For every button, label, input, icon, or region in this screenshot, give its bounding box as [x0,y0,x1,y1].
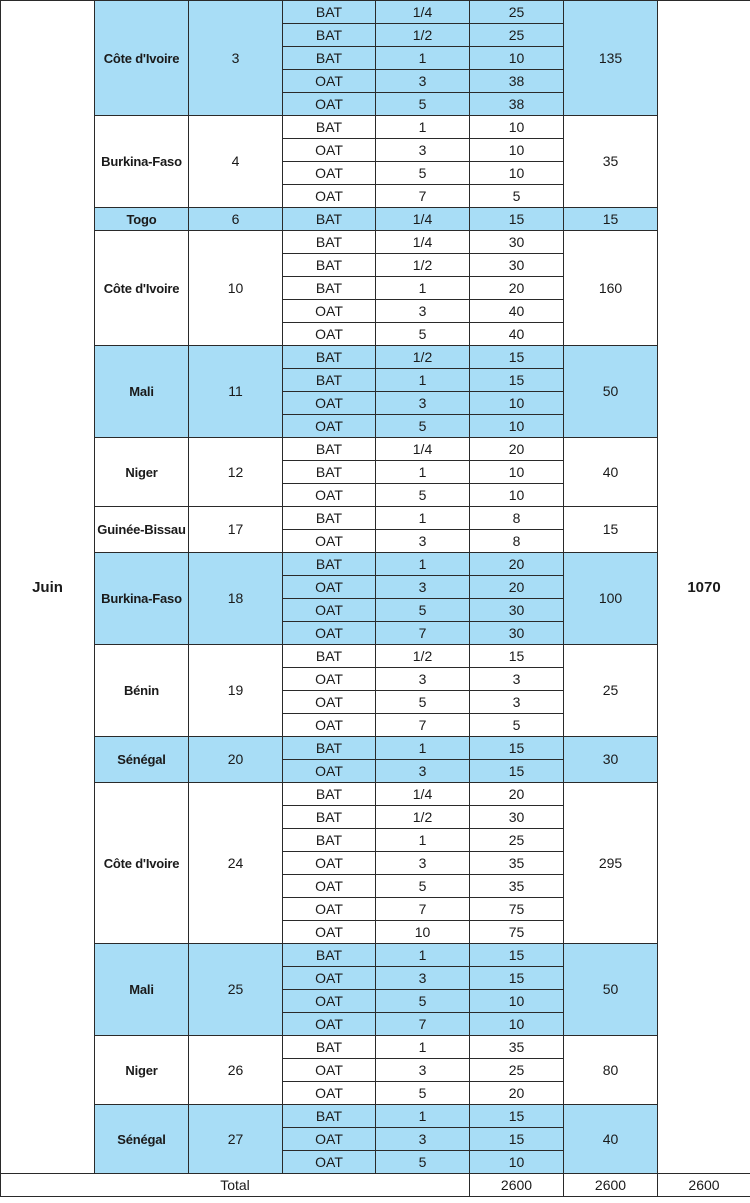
dose-cell: 3 [376,392,470,415]
type-cell: OAT [283,162,376,185]
country-cell: Mali [95,944,189,1036]
dose-cell: 3 [376,1059,470,1082]
quantity-cell: 15 [470,1128,564,1151]
type-cell: OAT [283,323,376,346]
dose-cell: 1 [376,47,470,70]
type-cell: OAT [283,1128,376,1151]
dose-cell: 3 [376,760,470,783]
quantity-cell: 25 [470,24,564,47]
subtotal-cell: 30 [564,737,658,783]
quantity-cell: 38 [470,93,564,116]
type-cell: OAT [283,93,376,116]
quantity-cell: 25 [470,829,564,852]
type-cell: OAT [283,1151,376,1174]
dose-cell: 1/4 [376,231,470,254]
type-cell: OAT [283,1059,376,1082]
dose-cell: 5 [376,323,470,346]
table-row [1,1,750,24]
country-cell: Burkina-Faso [95,553,189,645]
month-total-cell: 1070 [658,1,750,1174]
table-row [1,1105,750,1128]
type-cell: BAT [283,116,376,139]
day-cell: 12 [189,438,283,507]
country-cell: Togo [95,208,189,231]
dose-cell: 1/4 [376,1,470,24]
type-cell: BAT [283,24,376,47]
table-row [1,438,750,461]
country-cell: Bénin [95,645,189,737]
dose-cell: 1 [376,553,470,576]
day-cell: 26 [189,1036,283,1105]
quantity-cell: 25 [470,1,564,24]
country-cell: Guinée-Bissau [95,507,189,553]
type-cell: BAT [283,346,376,369]
dose-cell: 3 [376,967,470,990]
dose-cell: 1 [376,944,470,967]
subtotal-cell: 15 [564,507,658,553]
type-cell: OAT [283,70,376,93]
type-cell: OAT [283,898,376,921]
dose-cell: 1 [376,1036,470,1059]
day-cell: 27 [189,1105,283,1174]
quantity-cell: 20 [470,783,564,806]
type-cell: BAT [283,507,376,530]
quantity-cell: 35 [470,852,564,875]
quantity-cell: 20 [470,576,564,599]
subtotal-cell: 135 [564,1,658,116]
quantity-cell: 35 [470,875,564,898]
type-cell: BAT [283,47,376,70]
quantity-cell: 30 [470,806,564,829]
dose-cell: 1 [376,461,470,484]
dose-cell: 5 [376,415,470,438]
country-cell: Burkina-Faso [95,116,189,208]
dose-cell: 1 [376,829,470,852]
dose-cell: 1/4 [376,438,470,461]
type-cell: BAT [283,737,376,760]
quantity-cell: 15 [470,967,564,990]
type-cell: OAT [283,967,376,990]
dose-cell: 3 [376,530,470,553]
quantity-cell: 75 [470,898,564,921]
day-cell: 11 [189,346,283,438]
quantity-cell: 10 [470,1151,564,1174]
type-cell: OAT [283,484,376,507]
dose-cell: 3 [376,668,470,691]
table-row [1,346,750,369]
table-row [1,1036,750,1059]
type-cell: OAT [283,622,376,645]
quantity-cell: 10 [470,415,564,438]
dose-cell: 7 [376,714,470,737]
quantity-cell: 20 [470,553,564,576]
type-cell: BAT [283,1036,376,1059]
dose-cell: 5 [376,162,470,185]
country-cell: Sénégal [95,737,189,783]
type-cell: BAT [283,231,376,254]
total-grand-cell: 2600 [658,1174,750,1197]
day-cell: 6 [189,208,283,231]
type-cell: BAT [283,254,376,277]
quantity-cell: 25 [470,1059,564,1082]
dose-cell: 5 [376,1151,470,1174]
dose-cell: 5 [376,484,470,507]
dose-cell: 1/4 [376,208,470,231]
subtotal-cell: 35 [564,116,658,208]
total-quantity-cell: 2600 [470,1174,564,1197]
table-row [1,645,750,668]
country-cell: Niger [95,1036,189,1105]
type-cell: BAT [283,208,376,231]
type-cell: BAT [283,829,376,852]
type-cell: OAT [283,530,376,553]
dose-cell: 5 [376,691,470,714]
type-cell: OAT [283,1082,376,1105]
quantity-cell: 10 [470,1013,564,1036]
dose-cell: 5 [376,93,470,116]
table-row [1,944,750,967]
table-row [1,116,750,139]
quantity-cell: 10 [470,484,564,507]
quantity-cell: 75 [470,921,564,944]
dose-cell: 1/2 [376,645,470,668]
subtotal-cell: 25 [564,645,658,737]
type-cell: BAT [283,783,376,806]
table-row [1,783,750,806]
day-cell: 24 [189,783,283,944]
quantity-cell: 20 [470,277,564,300]
quantity-cell: 15 [470,208,564,231]
dose-cell: 5 [376,875,470,898]
quantity-cell: 35 [470,1036,564,1059]
dose-cell: 3 [376,1128,470,1151]
type-cell: OAT [283,760,376,783]
quantity-cell: 3 [470,668,564,691]
subtotal-cell: 40 [564,438,658,507]
quantity-cell: 5 [470,185,564,208]
total-subtotal-cell: 2600 [564,1174,658,1197]
dose-cell: 5 [376,599,470,622]
dose-cell: 7 [376,622,470,645]
dose-cell: 10 [376,921,470,944]
dose-cell: 7 [376,185,470,208]
country-cell: Côte d'Ivoire [95,783,189,944]
dose-cell: 3 [376,139,470,162]
day-cell: 17 [189,507,283,553]
dose-cell: 3 [376,70,470,93]
dose-cell: 5 [376,1082,470,1105]
quantity-cell: 40 [470,323,564,346]
dose-cell: 7 [376,898,470,921]
country-cell: Niger [95,438,189,507]
quantity-cell: 38 [470,70,564,93]
dose-cell: 3 [376,300,470,323]
table-body [1,1,750,1197]
table-row [1,507,750,530]
type-cell: OAT [283,1013,376,1036]
quantity-cell: 30 [470,599,564,622]
type-cell: OAT [283,714,376,737]
day-cell: 4 [189,116,283,208]
dose-cell: 1 [376,277,470,300]
quantity-cell: 15 [470,737,564,760]
month-cell: Juin [1,1,95,1174]
day-cell: 10 [189,231,283,346]
quantity-cell: 10 [470,116,564,139]
country-cell: Mali [95,346,189,438]
day-cell: 19 [189,645,283,737]
day-cell: 3 [189,1,283,116]
type-cell: OAT [283,691,376,714]
subtotal-cell: 40 [564,1105,658,1174]
subtotal-cell: 80 [564,1036,658,1105]
type-cell: BAT [283,277,376,300]
type-cell: OAT [283,668,376,691]
day-cell: 20 [189,737,283,783]
type-cell: BAT [283,806,376,829]
quantity-cell: 40 [470,300,564,323]
type-cell: OAT [283,990,376,1013]
type-cell: OAT [283,139,376,162]
type-cell: OAT [283,875,376,898]
type-cell: BAT [283,553,376,576]
type-cell: OAT [283,921,376,944]
total-label: Total [1,1174,470,1197]
quantity-cell: 10 [470,162,564,185]
dose-cell: 7 [376,1013,470,1036]
type-cell: BAT [283,461,376,484]
quantity-cell: 15 [470,1105,564,1128]
type-cell: BAT [283,1,376,24]
quantity-cell: 10 [470,990,564,1013]
type-cell: OAT [283,415,376,438]
dose-cell: 1/2 [376,806,470,829]
quantity-cell: 15 [470,346,564,369]
country-cell: Sénégal [95,1105,189,1174]
table-row [1,553,750,576]
quantity-cell: 10 [470,461,564,484]
dose-cell: 3 [376,852,470,875]
type-cell: BAT [283,1105,376,1128]
type-cell: BAT [283,944,376,967]
type-cell: OAT [283,392,376,415]
quantity-cell: 8 [470,507,564,530]
quantity-cell: 30 [470,622,564,645]
country-cell: Côte d'Ivoire [95,1,189,116]
quantity-cell: 15 [470,645,564,668]
dose-cell: 1 [376,737,470,760]
type-cell: OAT [283,300,376,323]
type-cell: OAT [283,852,376,875]
subtotal-cell: 100 [564,553,658,645]
dose-cell: 1 [376,116,470,139]
type-cell: BAT [283,438,376,461]
quantity-cell: 20 [470,1082,564,1105]
table-row [1,231,750,254]
dose-cell: 1 [376,507,470,530]
quantity-cell: 30 [470,254,564,277]
table-row [1,737,750,760]
type-cell: OAT [283,576,376,599]
quantity-cell: 15 [470,760,564,783]
quantity-cell: 8 [470,530,564,553]
dose-cell: 1/2 [376,24,470,47]
quantity-cell: 10 [470,392,564,415]
subtotal-cell: 295 [564,783,658,944]
subtotal-cell: 50 [564,346,658,438]
quantity-cell: 15 [470,369,564,392]
dose-cell: 3 [376,576,470,599]
country-cell: Côte d'Ivoire [95,231,189,346]
type-cell: BAT [283,369,376,392]
total-row [1,1174,750,1197]
dose-cell: 1/2 [376,254,470,277]
subtotal-cell: 15 [564,208,658,231]
quantity-cell: 15 [470,944,564,967]
type-cell: OAT [283,599,376,622]
quantity-cell: 10 [470,139,564,162]
table-row [1,208,750,231]
quantity-cell: 20 [470,438,564,461]
type-cell: OAT [283,185,376,208]
subtotal-cell: 50 [564,944,658,1036]
dose-cell: 1 [376,1105,470,1128]
quantity-cell: 5 [470,714,564,737]
day-cell: 18 [189,553,283,645]
dose-cell: 1 [376,369,470,392]
dose-cell: 5 [376,990,470,1013]
quantity-cell: 10 [470,47,564,70]
quantity-cell: 30 [470,231,564,254]
day-cell: 25 [189,944,283,1036]
dose-cell: 1/4 [376,783,470,806]
quantity-cell: 3 [470,691,564,714]
type-cell: BAT [283,645,376,668]
dose-cell: 1/2 [376,346,470,369]
subtotal-cell: 160 [564,231,658,346]
